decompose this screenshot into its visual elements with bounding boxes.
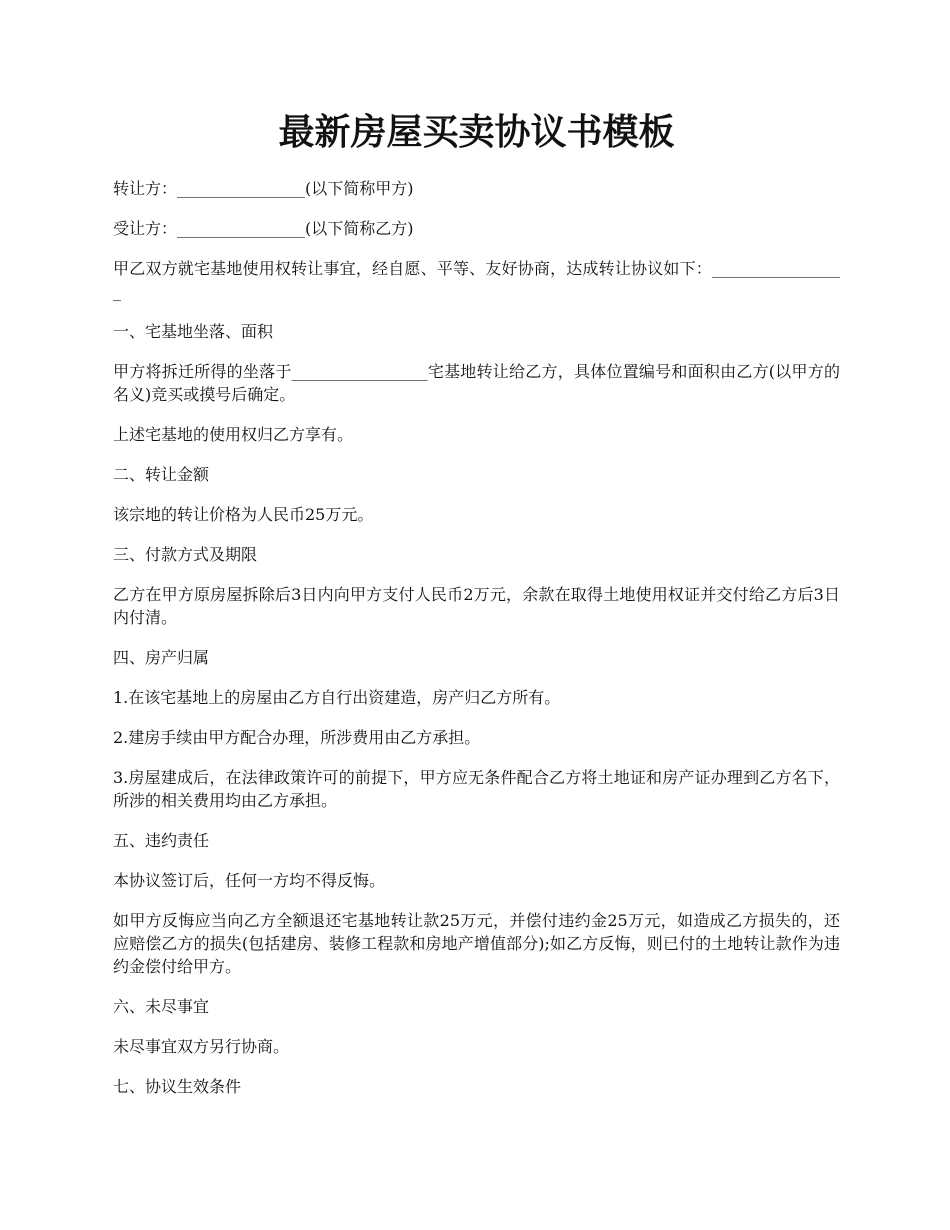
ownership-clause-2: 2.建房手续由甲方配合办理，所涉费用由乙方承担。 (113, 728, 481, 747)
liability-clause-2: 如甲方反悔应当向乙方全额退还宅基地转让款25万元，并偿付违约金25万元，如造成乙方损失的，还应赔偿乙方的损失(包括建房、装修工程款和房地产增值部分);如乙方反悔，则已付的土地转让款作为违约金偿付给甲方。 (113, 911, 840, 976)
section-heading-effectiveness: 七、协议生效条件 (113, 1077, 242, 1096)
ownership-clause-1: 1.在该宅基地上的房屋由乙方自行出资建造，房产归乙方所有。 (113, 688, 561, 707)
section-heading-payment: 三、付款方式及期限 (113, 545, 258, 564)
transferor-line: 转让方：________________(以下简称甲方) (113, 179, 414, 198)
payment-clause: 乙方在甲方原房屋拆除后3日内向甲方支付人民币2万元，余款在取得土地使用权证并交付给乙方后3日内付清。 (113, 585, 840, 627)
document-title: 最新房屋买卖协议书模板 (278, 111, 675, 153)
section-heading-amount: 二、转让金额 (113, 465, 210, 484)
amount-clause: 该宗地的转让价格为人民币25万元。 (113, 505, 374, 524)
section-heading-other-matters: 六、未尽事宜 (113, 997, 210, 1016)
document-page (113, 110, 840, 1114)
liability-clause-1: 本协议签订后，任何一方均不得反悔。 (113, 871, 386, 890)
section-heading-location: 一、宅基地坐落、面积 (113, 322, 274, 341)
section-heading-liability: 五、违约责任 (113, 831, 210, 850)
usage-right-clause: 上述宅基地的使用权归乙方享有。 (113, 425, 354, 444)
ownership-clause-3: 3.房屋建成后，在法律政策许可的前提下，甲方应无条件配合乙方将土地证和房产证办理到乙方名下，所涉的相关费用均由乙方承担。 (113, 768, 840, 810)
section-heading-ownership: 四、房产归属 (113, 648, 210, 667)
location-clause: 甲方将拆迁所得的坐落于_________________宅基地转让给乙方，具体位置编号和面积由乙方(以甲方的名义)竞买或摸号后确定。 (113, 362, 840, 404)
other-matters-clause: 未尽事宜双方另行协商。 (113, 1037, 290, 1056)
transferee-line: 受让方：________________(以下简称乙方) (113, 219, 414, 238)
agreement-intro: 甲乙双方就宅基地使用权转让事宜，经自愿、平等、友好协商，达成转让协议如下：_________________ (113, 259, 840, 301)
